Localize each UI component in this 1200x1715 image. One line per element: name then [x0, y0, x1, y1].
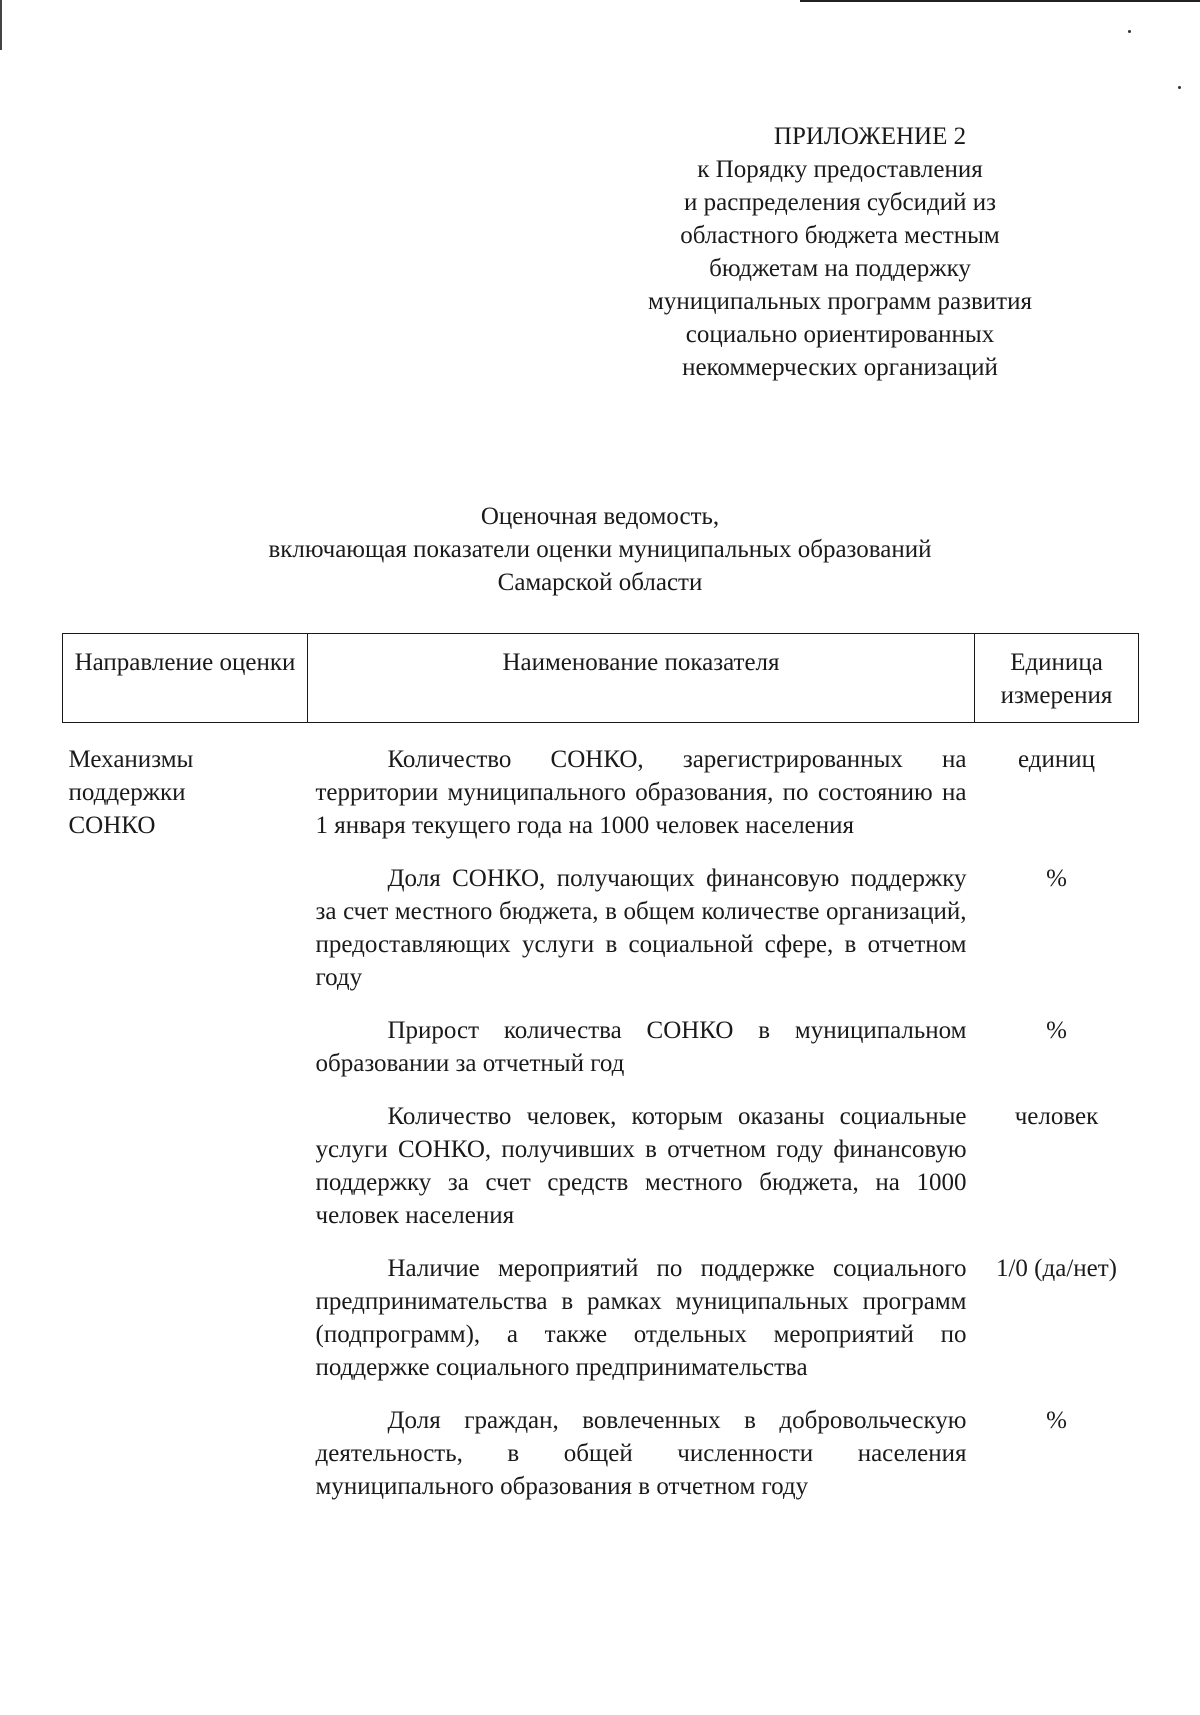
unit-text: человек	[1014, 1103, 1099, 1130]
table-body	[63, 723, 1139, 1504]
header-direction: Направление оценки	[63, 634, 308, 723]
direction-line: поддержки	[68, 779, 186, 806]
indicator-text: Наличие мероприятий по поддержке социального предпринимательства в рамках муниципальных программ (подпрограмм), а также отдельных мероприятий по поддержке социального предпринимательства	[315, 1255, 967, 1381]
indicator-cell	[308, 1384, 975, 1503]
direction-line: Механизмы	[68, 746, 194, 773]
scan-speck	[1128, 30, 1131, 33]
table-row	[63, 723, 1139, 843]
appendix-line: областного бюджета местным	[680, 222, 1000, 249]
unit-cell	[975, 723, 1139, 843]
assessment-table	[62, 633, 1139, 1503]
unit-text: единиц	[1017, 746, 1095, 773]
unit-text: %	[1046, 865, 1067, 892]
appendix-line: и распределения субсидий из	[684, 189, 996, 216]
direction-line: СОНКО	[68, 812, 156, 839]
unit-cell	[975, 1384, 1139, 1503]
table-header-row	[63, 634, 1139, 723]
appendix-title: ПРИЛОЖЕНИЕ 2	[773, 123, 967, 150]
heading-line: включающая показатели оценки муниципальных образований	[268, 536, 932, 563]
heading-line: Оценочная ведомость,	[480, 503, 720, 530]
heading-line: Самарской области	[497, 569, 703, 596]
unit-cell	[975, 994, 1139, 1080]
assessment-table-wrap	[62, 633, 1138, 1503]
appendix-line: к Порядку предоставления	[697, 156, 983, 183]
unit-text: %	[1046, 1017, 1067, 1044]
document-heading	[100, 500, 1100, 599]
header-indicator: Наименование показателя	[308, 634, 975, 723]
indicator-text: Прирост количества СОНКО в муниципальном образовании за отчетный год	[315, 1017, 967, 1077]
header-unit: Единица измерения	[975, 634, 1139, 723]
unit-text: 1/0 (да/нет)	[995, 1255, 1117, 1282]
appendix-line: муниципальных программ развития	[648, 288, 1032, 315]
indicator-text: Доля граждан, вовлеченных в добровольческую деятельность, в общей численности населения муниципального образования в отчетном году	[315, 1407, 967, 1500]
indicator-text: Количество человек, которым оказаны социальные услуги СОНКО, получивших в отчетном году финансовую поддержку за счет средств местного бюджета, на 1000 человек населения	[315, 1103, 967, 1229]
scan-speck	[1178, 86, 1181, 89]
unit-cell	[975, 842, 1139, 994]
table-header	[63, 634, 1139, 723]
indicator-cell	[308, 1080, 975, 1232]
indicator-cell	[308, 994, 975, 1080]
indicator-text: Количество СОНКО, зарегистрированных на территории муниципального образования, по состоянию на 1 января текущего года на 1000 человек населения	[315, 746, 967, 839]
scan-edge-line	[0, 0, 2, 50]
appendix-block	[600, 120, 1080, 384]
indicator-text: Доля СОНКО, получающих финансовую поддержку за счет местного бюджета, в общем количестве организаций, предоставляющих услуги в социальной сфере, в отчетном году	[315, 865, 967, 991]
unit-cell	[975, 1080, 1139, 1232]
appendix-line: бюджетам на поддержку	[709, 255, 971, 282]
unit-text: %	[1046, 1407, 1067, 1434]
indicator-cell	[308, 842, 975, 994]
indicator-cell	[308, 1232, 975, 1384]
direction-cell	[63, 723, 308, 1504]
unit-cell	[975, 1232, 1139, 1384]
appendix-line: некоммерческих организаций	[682, 354, 998, 381]
appendix-line: социально ориентированных	[685, 321, 995, 348]
indicator-cell	[308, 723, 975, 843]
scan-edge-line	[800, 0, 1200, 2]
